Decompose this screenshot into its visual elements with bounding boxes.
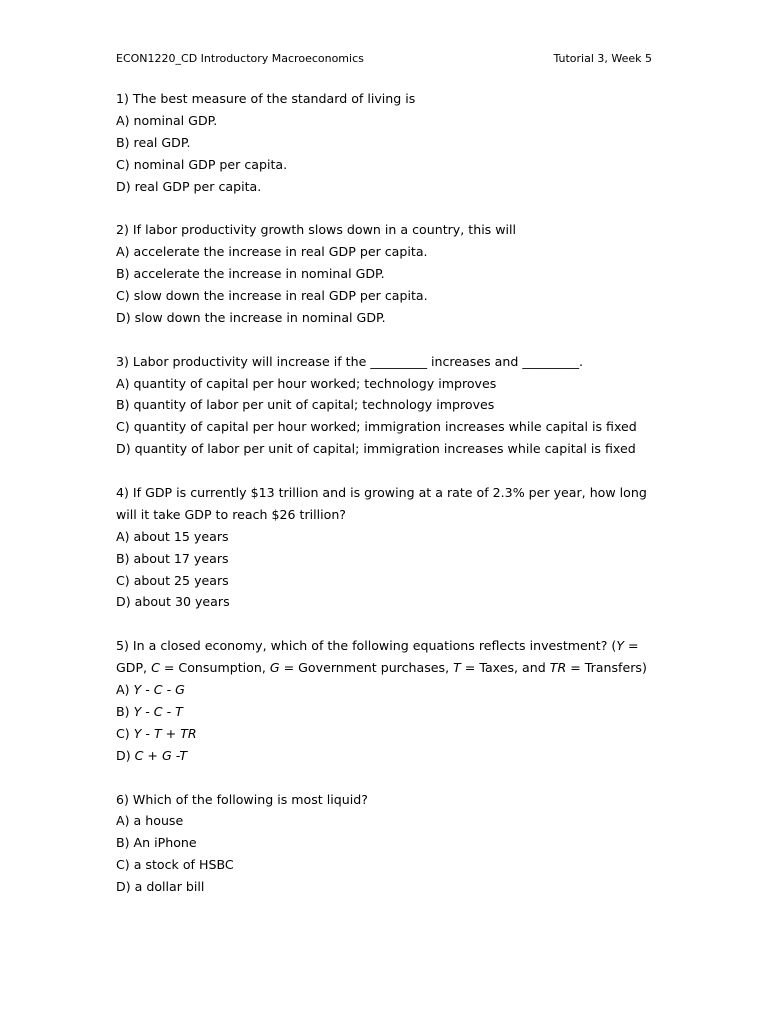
symbol-y: Y (616, 638, 625, 654)
stem-text: GDP, (116, 660, 152, 676)
question-stem-line-2 (116, 657, 656, 679)
question-stem-line-2: will it take GDP to reach $26 trillion? (116, 506, 346, 522)
option-expression: C + G -T (134, 747, 188, 763)
symbol-c: C (151, 660, 160, 676)
answer-option-d: D) slow down the increase in nominal GDP. (116, 309, 386, 325)
question-list (116, 88, 656, 920)
question-5 (116, 635, 656, 766)
tutorial-label: Tutorial 3, Week 5 (553, 52, 652, 65)
answer-option-a: A) about 15 years (116, 528, 229, 544)
option-expression: Y - C - T (133, 703, 183, 719)
stem-text: = (624, 638, 639, 654)
stem-text: = Consumption, (159, 660, 270, 676)
answer-option-c: C) about 25 years (116, 572, 229, 588)
answer-option-a: A) accelerate the increase in real GDP per capita. (116, 244, 428, 260)
answer-option-a: A) a house (116, 813, 184, 829)
question-1 (116, 88, 656, 197)
question-stem-line-1: 4) If GDP is currently $13 trillion and is growing at a rate of 2.3% per year, how long (116, 485, 647, 501)
stem-text: 5) In a closed economy, which of the following equations reflects investment? ( (116, 638, 617, 654)
answer-option-d: D) about 30 years (116, 594, 230, 610)
symbol-tr: TR (549, 660, 567, 676)
answer-option-c: C) a stock of HSBC (116, 857, 234, 873)
answer-option-d: D) real GDP per capita. (116, 178, 262, 194)
question-3 (116, 351, 656, 460)
stem-text: = Government purchases, (279, 660, 454, 676)
option-expression: Y - T + TR (133, 725, 197, 741)
option-letter: B) (116, 703, 134, 719)
answer-option-c (116, 723, 656, 745)
question-stem: 3) Labor productivity will increase if the _________ increases and _________. (116, 353, 584, 369)
stem-text: = Transfers) (566, 660, 647, 676)
question-2 (116, 219, 656, 328)
answer-option-d: D) a dollar bill (116, 879, 205, 895)
answer-option-a (116, 679, 656, 701)
symbol-t: T (453, 660, 461, 676)
page-header (116, 51, 652, 67)
answer-option-d: D) quantity of labor per unit of capital; immigration increases while capital is fixed (116, 441, 636, 457)
answer-option-b: B) real GDP. (116, 134, 191, 150)
question-stem: 1) The best measure of the standard of living is (116, 91, 416, 106)
answer-option-a: A) quantity of capital per hour worked; technology improves (116, 375, 497, 391)
answer-option-b: B) about 17 years (116, 550, 229, 566)
option-letter: A) (116, 682, 134, 698)
question-stem: 2) If labor productivity growth slows down in a country, this will (116, 222, 517, 238)
answer-option-d (116, 745, 656, 767)
symbol-g: G (269, 660, 280, 676)
stem-text: = Taxes, and (460, 660, 550, 676)
course-title: ECON1220_CD Introductory Macroeconomics (116, 52, 364, 65)
answer-option-c: C) slow down the increase in real GDP per capita. (116, 288, 428, 304)
answer-option-a: A) nominal GDP. (116, 112, 218, 128)
question-4 (116, 482, 656, 613)
answer-option-b (116, 701, 656, 723)
option-letter: D) (116, 747, 135, 763)
answer-option-c: C) quantity of capital per hour worked; immigration increases while capital is fixed (116, 419, 637, 435)
option-letter: C) (116, 725, 134, 741)
answer-option-c: C) nominal GDP per capita. (116, 156, 288, 172)
question-stem: 6) Which of the following is most liquid? (116, 791, 368, 807)
answer-option-b: B) quantity of labor per unit of capital; technology improves (116, 397, 495, 413)
answer-option-b: B) An iPhone (116, 835, 197, 851)
answer-option-b: B) accelerate the increase in nominal GDP. (116, 266, 385, 282)
question-stem-line-1 (116, 635, 656, 657)
question-6 (116, 789, 656, 898)
option-expression: Y - C - G (133, 682, 185, 698)
